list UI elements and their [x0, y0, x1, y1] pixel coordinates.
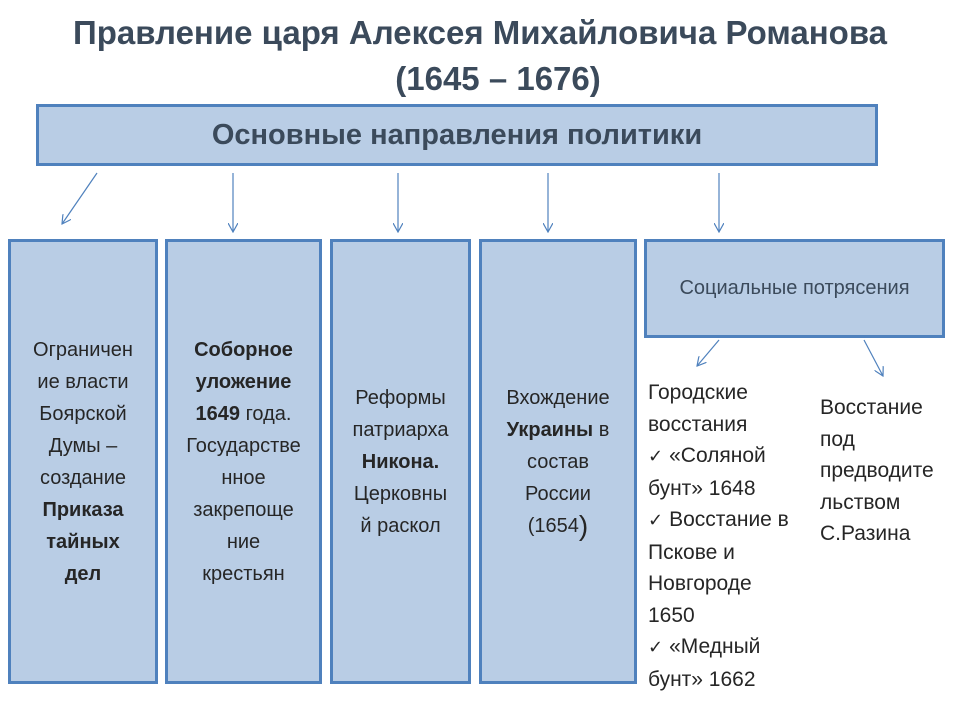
arrow-to-razin	[864, 340, 883, 376]
text-line: Государстве	[186, 434, 301, 457]
social-upheavals-label: Социальные потрясения	[679, 277, 910, 299]
text-line: Реформы	[355, 386, 446, 409]
text-line: Ограничен	[33, 338, 133, 361]
paren-text: )	[578, 509, 589, 541]
text-line: нное	[221, 466, 266, 489]
text-line: под	[820, 427, 855, 451]
sobornoe-ulozhenie-box	[165, 239, 322, 684]
text-line: Думы –	[48, 434, 118, 457]
bold-text-line: Соборное	[194, 338, 293, 361]
text-line: Церковны	[353, 482, 448, 505]
item-text: «Медный	[669, 635, 761, 658]
check-icon: ✓	[648, 446, 664, 466]
title-line-2: (1645 – 1676)	[395, 60, 601, 97]
item-text: Новгороде	[648, 572, 752, 595]
text-line: России	[525, 482, 591, 505]
text-line: создание	[40, 466, 126, 489]
text-line: ие власти	[37, 370, 129, 393]
item-text: бунт» 1648	[648, 476, 756, 500]
text-line: й раскол	[360, 514, 441, 537]
item-text: Восстание в	[669, 508, 789, 531]
boyar-duma-box	[8, 239, 158, 684]
text-fragment: года.	[240, 402, 292, 425]
item-text: «Соляной	[669, 444, 766, 467]
bold-text-line: тайных	[46, 530, 120, 553]
text-fragment: в	[593, 418, 610, 441]
text-line: Восстание	[820, 396, 923, 419]
text-line: патриарха	[352, 418, 449, 441]
list-item	[648, 504, 828, 537]
nikon-reform-box	[330, 239, 471, 684]
social-upheavals-box	[644, 239, 945, 338]
check-icon: ✓	[648, 510, 664, 530]
text-line: крестьян	[202, 562, 285, 585]
text-line: закрепоще	[193, 498, 294, 521]
list-item	[648, 631, 828, 664]
text-line: ние	[226, 530, 261, 553]
text-line: Боярской	[39, 402, 127, 425]
text-line: льством	[820, 490, 901, 514]
item-text: бунт» 1662	[648, 667, 756, 691]
text-line: предводите	[820, 459, 934, 482]
text-line: состав	[526, 450, 590, 473]
item-text: 1650	[648, 603, 695, 627]
bold-text: Украины	[506, 418, 594, 441]
check-icon: ✓	[648, 637, 664, 657]
arrow-to-col1	[62, 173, 97, 224]
bold-text-line: уложение	[195, 370, 292, 393]
razin-uprising-text	[820, 392, 960, 550]
list-item	[648, 440, 828, 473]
year-text: (1654	[527, 514, 579, 537]
text-line: Городские	[648, 381, 748, 404]
title-line-1: Правление царя Алексея Михайловича Романова	[72, 14, 888, 51]
item-text: Пскове и	[648, 540, 735, 564]
bold-year: 1649	[195, 402, 241, 425]
text-line: восстания	[648, 412, 748, 436]
main-policy-label: Основные направления политики	[211, 118, 703, 151]
bold-text-line: дел	[64, 562, 102, 585]
text-line: С.Разина	[820, 522, 911, 545]
arrow-to-city-uprisings	[697, 340, 719, 366]
text-line: Вхождение	[506, 386, 610, 409]
ukraine-box	[479, 239, 637, 684]
bold-text-line: Никона.	[361, 450, 440, 473]
bold-text-line: Приказа	[42, 498, 124, 521]
city-uprisings-list	[648, 377, 828, 695]
